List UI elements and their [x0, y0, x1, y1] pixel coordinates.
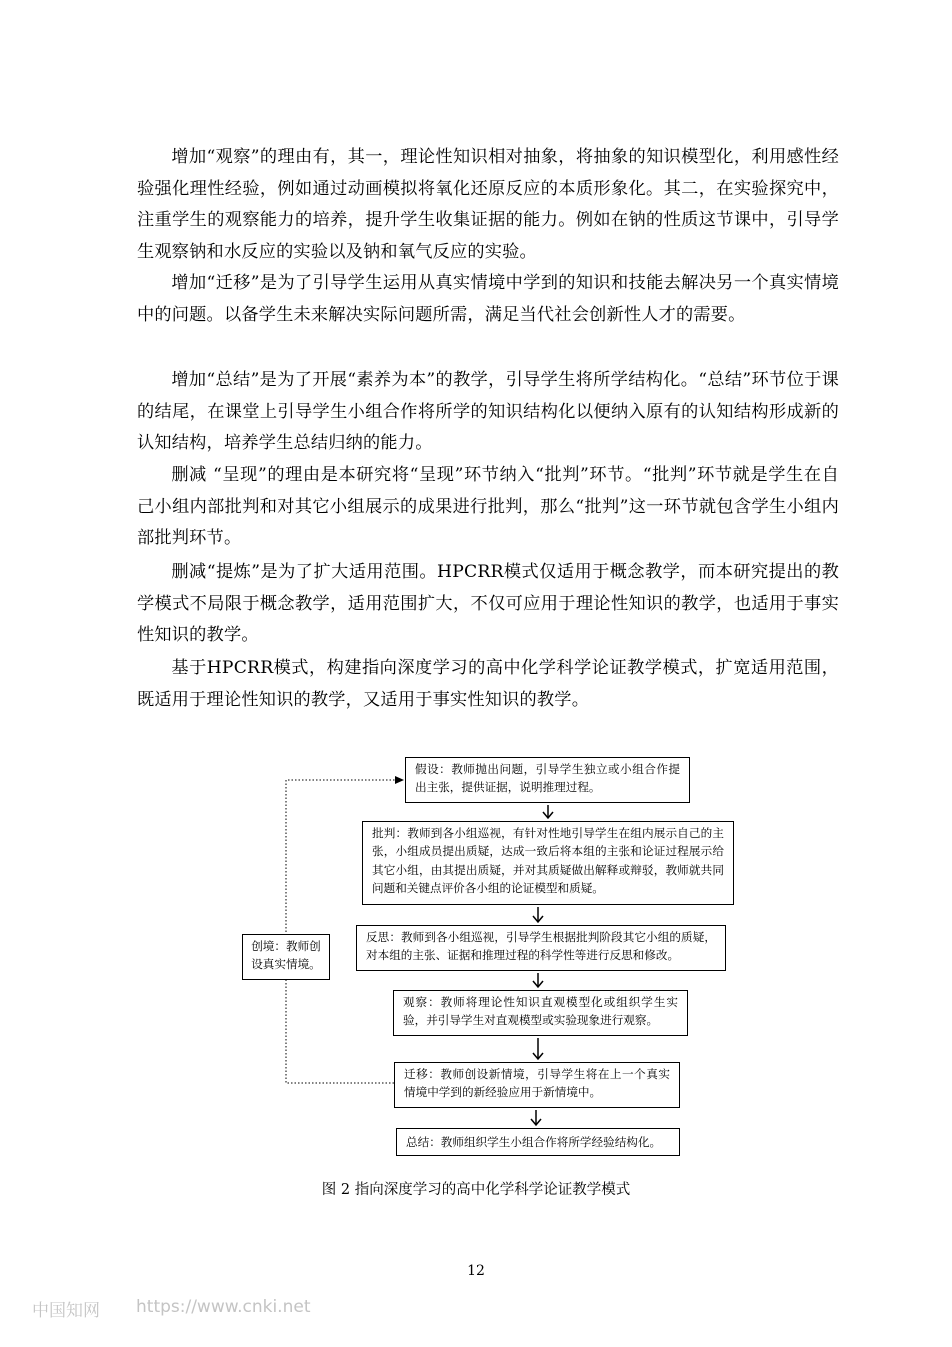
feedback-loop-arrowhead — [395, 776, 404, 784]
figure-caption: 图 2 指向深度学习的高中化学科学论证教学模式 — [321, 1182, 631, 1198]
down-arrow-1 — [543, 805, 553, 818]
flow-step-transfer: 迁移：教师创设新情境，引导学生将在上一个真实情境中学到的新经验应用于新情境中。 — [394, 1062, 680, 1108]
paragraph-presentation-removal: 删减 “呈现”的理由是本研究将“呈现”环节纳入“批判”环节。“批判”环节就是学生在自己小组内部批判和对其它小组展示的成果进行批判，那么“批判”这一环节就包含学生小组内部批判环节。 — [137, 465, 839, 548]
flow-step-reflection: 反思：教师到各小组巡视，引导学生根据批判阶段其它小组的质疑，对本组的主张、证据和推理过程的科学性等进行反思和修改。 — [356, 925, 726, 971]
paragraph-summary-rationale: 增加“总结”是为了开展“素养为本”的教学，引导学生将所学结构化。“总结”环节位于课的结尾，在课堂上引导学生小组合作将所学的知识结构化以便纳入原有的认知结构形成新的认知结构，培养学生总结归纳的能力。 — [137, 370, 839, 453]
flow-step-critique: 批判：教师到各小组巡视，有针对性地引导学生在组内展示自己的主张，小组成员提出质疑，达成一致后将本组的主张和论证过程展示给其它小组，由其提出质疑，并对其质疑做出解释或辩驳，教师就共同问题和关键点评价各小组的论证模型和质疑。 — [362, 821, 734, 905]
page-number: 12 — [467, 1263, 485, 1279]
down-arrow-5 — [531, 1110, 541, 1125]
paragraph-observation-rationale: 增加“观察”的理由有，其一，理论性知识相对抽象，将抽象的知识模型化，利用感性经验强化理性经验，例如通过动画模拟将氧化还原反应的本质形象化。其二，在实验探究中，注重学生的观察能力的培养，提升学生收集证据的能力。例如在钠的性质这节课中，引导学生观察钠和水反应的实验以及钠和氧气反应的实验。 — [137, 147, 839, 262]
flow-step-hypothesis: 假设：教师抛出问题，引导学生独立或小组合作提出主张，提供证据，说明推理过程。 — [405, 757, 690, 803]
footer-url[interactable]: https://www.cnki.net — [136, 1297, 311, 1317]
flow-step-context: 创境：教师创设真实情境。 — [242, 934, 330, 980]
down-arrow-3 — [533, 973, 543, 987]
down-arrow-4 — [533, 1038, 543, 1059]
down-arrow-2 — [533, 907, 543, 922]
flow-step-summary: 总结：教师组织学生小组合作将所学经验结构化。 — [396, 1128, 680, 1156]
paragraph-transfer-rationale: 增加“迁移”是为了引导学生运用从真实情境中学到的知识和技能去解决另一个真实情境中的问题。以备学生未来解决实际问题所需，满足当代社会创新性人才的需要。 — [137, 273, 839, 325]
footer-site-name: 中国知网 — [32, 1301, 100, 1321]
flow-step-observation: 观察：教师将理论性知识直观模型化或组织学生实验，并引导学生对直观模型或实验现象进行观察。 — [393, 990, 688, 1036]
paragraph-model-basis: 基于HPCRR模式，构建指向深度学习的高中化学科学论证教学模式，扩宽适用范围，既适用于理论性知识的教学，又适用于事实性知识的教学。 — [137, 658, 839, 710]
paragraph-refinement-removal: 删减“提炼”是为了扩大适用范围。HPCRR模式仅适用于概念教学，而本研究提出的教学模式不局限于概念教学，适用范围扩大，不仅可应用于理论性知识的教学，也适用于事实性知识的教学。 — [137, 562, 839, 645]
